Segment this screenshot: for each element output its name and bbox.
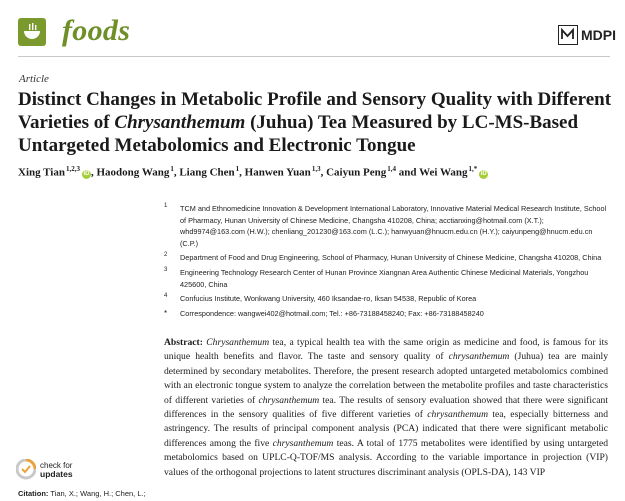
author-separator: and xyxy=(396,166,420,179)
abstract-italic-term: chrysanthemum xyxy=(427,409,489,421)
journal-logo-icon xyxy=(18,18,46,46)
affiliation-item xyxy=(164,293,609,305)
title-italic: Chrysanthemum xyxy=(114,112,246,133)
author-name[interactable]: Xing Tian xyxy=(18,166,65,179)
affiliation-item xyxy=(164,308,609,320)
citation xyxy=(18,489,146,498)
publisher-name: MDPI xyxy=(581,27,616,43)
author-separator: , xyxy=(90,166,97,179)
citation-label: Citation: xyxy=(18,489,49,498)
affiliation-number: 4 xyxy=(164,293,168,300)
updates-line-1: check for xyxy=(40,461,73,470)
author-separator: , xyxy=(173,166,180,179)
author-name[interactable]: Wei Wang xyxy=(419,166,468,179)
author-name[interactable]: Hanwen Yuan xyxy=(244,166,311,179)
abstract-italic-term: Chrysanthemum xyxy=(206,337,270,348)
journal-name[interactable]: foods xyxy=(62,14,131,47)
article-title xyxy=(18,88,613,157)
mdpi-logo[interactable] xyxy=(558,24,616,46)
abstract-body xyxy=(164,337,608,478)
affiliation-list xyxy=(164,203,609,322)
author-affiliation-marker: 1,2,3 xyxy=(65,165,80,173)
orcid-icon[interactable]: iD xyxy=(83,170,90,177)
author-affiliation-marker: 1,4 xyxy=(387,165,397,173)
affiliation-text: Engineering Technology Research Center of Hunan Province Xiangnan Area Authentic Chinese Medicinal Materials, Yongzhou 425600, China xyxy=(180,267,589,289)
title-part-2: (Juhua) Tea Measured by LC-MS-Based Untargeted Metabolomics and Electronic Tongue xyxy=(18,112,579,156)
affiliation-number: 2 xyxy=(164,252,168,259)
author-list xyxy=(18,165,618,179)
author-name[interactable]: Caiyun Peng xyxy=(326,166,387,179)
header-divider xyxy=(18,56,610,57)
author-affiliation-marker: 1,* xyxy=(468,165,478,173)
affiliation-text: Department of Food and Drug Engineering, School of Pharmacy, Hunan University of Chinese Medicine, Changsha 410208, China xyxy=(180,253,602,263)
affiliation-text: Correspondence: wangwei402@hotmail.com; Tel.: +86-73188458240; Fax: +86-73188458240 xyxy=(180,308,484,318)
abstract-italic-term: chrysanthemum xyxy=(272,437,334,449)
author-separator: , xyxy=(239,166,245,179)
abstract xyxy=(164,336,608,480)
citation-text: Tian, X.; Wang, H.; Chen, L.; xyxy=(48,489,146,498)
affiliation-number: 3 xyxy=(164,266,168,273)
affiliation-text: Confucius Institute, Wonkwang University, 460 Iksandae-ro, Iksan 54538, Republic of Korea xyxy=(180,294,477,304)
author-affiliation-marker: 1 xyxy=(170,165,174,173)
mdpi-box-icon xyxy=(558,25,578,45)
article-type: Article xyxy=(19,73,49,85)
abstract-text: teas. A total of 1775 metabolites were identified by using untargeted metabolomics based on UPLC-Q-TOF/MS analysis. According to the variable importance in projection (VIP) values of the orthogonal projections to latent structures discriminant analysis (OPLS-DA), 143 VIP xyxy=(164,437,609,478)
author-name[interactable]: Liang Chen xyxy=(179,166,235,179)
author-separator: , xyxy=(320,166,327,179)
affiliation-text: TCM and Ethnomedicine Innovation & Development International Laboratory, Innovative Material Medical Research Institute, School of Pharmacy, Hunan University of Chinese Medicine, Changsha 410208, China; acctianxing@hotmail.com (X.T.); whd9974@163.com (H.W.); chenliang_201230@163.com (L.C.); hanwyuan@hnucm.edu.cn (H.Y.); caiyunpeng@hnucm.edu.cn (C.P.) xyxy=(180,204,607,248)
updates-line-2: updates xyxy=(40,469,73,479)
abstract-italic-term: chrysanthemum xyxy=(258,394,320,406)
author-affiliation-marker: 1,3 xyxy=(311,165,321,173)
check-for-updates-icon xyxy=(16,459,36,481)
author-name[interactable]: Haodong Wang xyxy=(96,166,170,179)
affiliation-number: 1 xyxy=(164,203,168,209)
abstract-label: Abstract: xyxy=(164,337,203,348)
abstract-text: (Juhua) tea are mainly determined by secondary metabolites. Therefore, the present research adopted untargeted metabolomics combined with an electronic tongue system to analyze the correlation between the metabolite profiles and taste characteristics of different varieties of xyxy=(164,351,608,406)
affiliation-item xyxy=(164,252,609,264)
title-part-1: Distinct Changes in Metabolic Profile and Sensory Quality with Different Varieties of xyxy=(18,89,612,133)
check-for-updates-badge[interactable] xyxy=(16,459,73,481)
abstract-text: tea, especially bitterness and astringency. The results of principal component analysis (PCA) indicated that there were significant metabolic differences among the five xyxy=(164,409,609,449)
affiliation-item xyxy=(164,203,609,249)
affiliation-item xyxy=(164,267,609,290)
author-affiliation-marker: 1 xyxy=(235,165,240,173)
affiliation-number: * xyxy=(164,308,168,318)
abstract-text: tea. The results of sensory evaluation showed that there were significant differences in the sensory qualities of five different varieties of xyxy=(164,394,608,421)
abstract-italic-term: chrysanthemum xyxy=(448,351,510,363)
abstract-text: tea, a typical health tea with the same origin as medicine and food, is famous for its unique health benefits and flavor. The taste and sensory quality of xyxy=(164,337,608,363)
orcid-icon[interactable]: iD xyxy=(480,170,487,177)
